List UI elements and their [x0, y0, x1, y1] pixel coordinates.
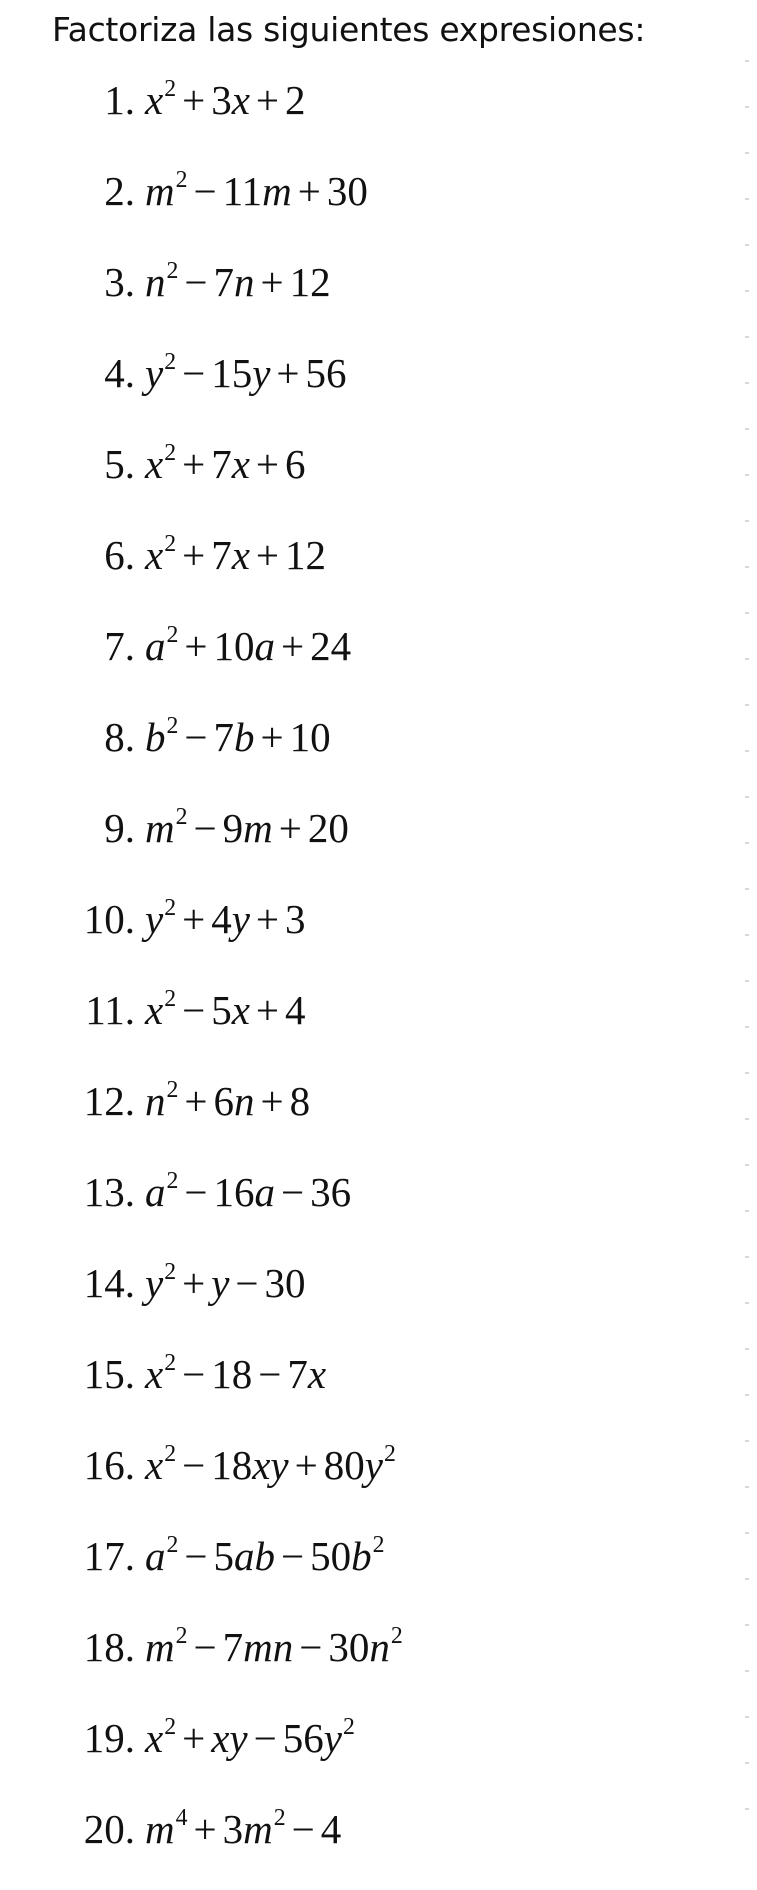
exercise-number: 11.	[85, 987, 135, 1033]
exercise-number: 15.	[83, 1351, 135, 1397]
exercise-expression: $x^2 - 18xy + 80y^2$	[145, 1440, 396, 1488]
exercise-item	[0, 1253, 757, 1344]
exercise-expression: $m^2 - 9m + 20$	[145, 803, 349, 851]
exercise-number: 16.	[83, 1442, 135, 1488]
exercise-item	[0, 1071, 757, 1162]
exercise-expression: $x^2$ + xy − $56y^2$	[145, 1713, 355, 1761]
exercise-number: 20.	[83, 1806, 135, 1852]
exercise-expression: $x^2 - 18 - 7x$	[145, 1349, 327, 1397]
exercise-number: 8.	[104, 714, 135, 760]
exercise-item	[0, 1617, 757, 1708]
exercise-expression: $y^2 + y - 30$	[145, 1258, 306, 1306]
exercise-expression: $a^2 - 5ab - 50b^2$	[145, 1531, 385, 1579]
exercise-number: 4.	[104, 350, 135, 396]
exercise-expression: $a^2 + 10a + 24$	[145, 621, 352, 669]
exercise-number: 14.	[83, 1260, 135, 1306]
exercise-item	[0, 252, 757, 343]
exercise-number: 2.	[104, 168, 135, 214]
exercise-item	[0, 889, 757, 980]
exercise-expression: $x^2 + 7x + 12$	[145, 530, 327, 578]
exercise-expression: $m^2 - 11m + 30$	[145, 166, 368, 214]
exercise-item	[0, 1799, 757, 1890]
worksheet-heading: Factoriza las siguientes expresiones:	[52, 10, 646, 49]
exercise-expression: $m^4 + 3m^2 - 4$	[145, 1804, 342, 1852]
exercise-number: 18.	[83, 1624, 135, 1670]
scan-edge-marks	[745, 60, 749, 1840]
exercise-item	[0, 434, 757, 525]
exercise-item	[0, 1162, 757, 1253]
exercise-expression: $n^2 - 7n + 12$	[145, 257, 331, 305]
exercise-number: 3.	[104, 259, 135, 305]
exercise-item	[0, 980, 757, 1071]
exercise-item	[0, 525, 757, 616]
exercise-expression: $a^2 - 16a - 36$	[145, 1167, 352, 1215]
exercise-number: 9.	[104, 805, 135, 851]
exercise-number: 1.	[104, 77, 135, 123]
exercise-item	[0, 1708, 757, 1799]
exercise-expression: $x^2 - 5x + 4$	[145, 985, 306, 1033]
exercise-expression: $m^2 - 7mn - 30n^2$	[145, 1622, 403, 1670]
exercise-number: 19.	[83, 1715, 135, 1761]
exercise-number: 5.	[104, 441, 135, 487]
exercise-expression: $x^2 + 3x + 2$	[145, 75, 306, 123]
exercise-expression: $n^2 + 6n + 8$	[145, 1076, 311, 1124]
exercise-item	[0, 1526, 757, 1617]
exercise-item	[0, 1435, 757, 1526]
exercise-expression: $y^2 - 15y + 56$	[145, 348, 347, 396]
exercise-number: 7.	[104, 623, 135, 669]
exercise-item	[0, 707, 757, 798]
exercise-expression: $x^2 + 7x + 6$	[145, 439, 306, 487]
exercise-number: 12.	[83, 1078, 135, 1124]
exercise-number: 17.	[83, 1533, 135, 1579]
exercise-number: 10.	[83, 896, 135, 942]
exercise-item	[0, 161, 757, 252]
exercise-expression: $y^2 + 4y + 3$	[145, 894, 306, 942]
exercise-number: 6.	[104, 532, 135, 578]
exercise-number: 13.	[83, 1169, 135, 1215]
exercise-item	[0, 70, 757, 161]
exercise-item	[0, 343, 757, 434]
exercise-item	[0, 1344, 757, 1435]
exercise-item	[0, 616, 757, 707]
exercise-item	[0, 798, 757, 889]
exercise-list	[0, 70, 757, 1890]
exercise-expression: $b^2 - 7b + 10$	[145, 712, 331, 760]
